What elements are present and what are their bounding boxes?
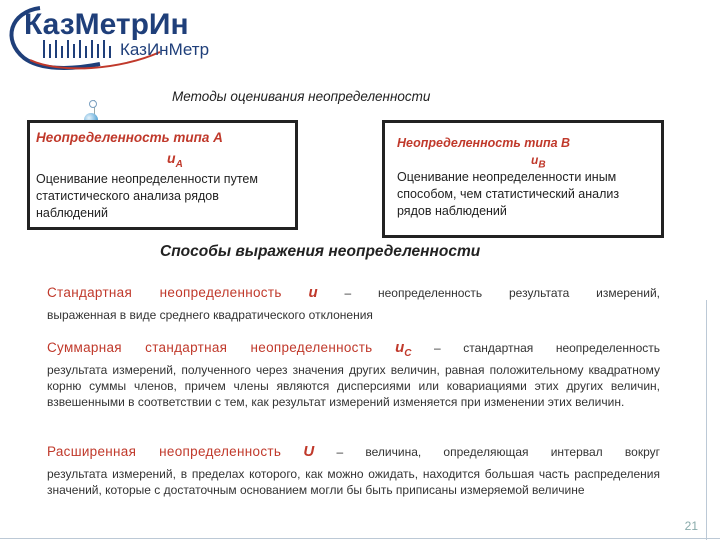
definition-symbol: u (308, 284, 318, 301)
definition-expanded: Расширенная неопределенность U – величина, определяющая интервал вокруг результата измерений, в пределах которого, как можно ожидать, находится большая часть распределения значений, которые с достаточным основанием могли бы быть приписаны измеряемой величине (47, 443, 660, 497)
box-type-b-heading: Неопределенность типа В (397, 136, 571, 150)
box-type-a-heading: Неопределенность типа А (36, 130, 223, 145)
logo (0, 0, 260, 80)
definition-body: выраженная в виде среднего квадратического отклонения (47, 308, 373, 322)
definition-symbol: U (303, 443, 315, 460)
page-number: 21 (684, 519, 698, 533)
box-type-b (382, 120, 664, 238)
frame-right-border (706, 300, 707, 540)
definition-term: Суммарная стандартная неопределенность (47, 340, 373, 355)
definition-standard: Стандартная неопределенность u – неопределенность результата измерений, выраженная в виде среднего квадратического отклонения (47, 284, 660, 322)
frame-bottom-border (0, 538, 720, 539)
definition-term: Стандартная неопределенность (47, 285, 282, 300)
logo-graphic (0, 0, 260, 80)
slide-title: Методы оценивания неопределенности (172, 89, 431, 104)
box-type-b-symbol: $u_B$ (531, 153, 546, 171)
definition-body: результата измерений, полученного через значения других величин, равная положительному квадратному корню суммы членов, причем члены являются дисперсиями или ковариациями этих других величин, взвешенными в соответствии с тем, как результат измерений изменяется при изменении этих величин. (47, 363, 660, 409)
definition-body: результата измерений, в пределах которого, как можно ожидать, находится большая часть распределения значений, которые с достаточным основанием могли бы быть приписаны измеряемой величине (47, 467, 660, 497)
box-type-a-text: Оценивание неопределенности путем статистического анализа рядов наблюдений (36, 172, 258, 220)
box-type-b-text: Оценивание неопределенности иным способом, чем статистический анализ рядов наблюдений (397, 170, 620, 218)
definition-symbol: $u_C$ (395, 339, 412, 359)
logo-secondary: КазИнМетр (120, 40, 210, 59)
decorative-ring (89, 100, 97, 108)
box-type-a-symbol: $u_A$ (167, 150, 183, 170)
logo-primary: КазМетрИн (24, 8, 189, 41)
box-type-a (27, 120, 298, 230)
section-subtitle: Способы выражения неопределенности (160, 243, 481, 260)
definition-term: Расширенная неопределенность (47, 444, 282, 459)
definition-combined: Суммарная стандартная неопределенность $u_C$ – стандартная неопределенность результата измерений, полученного через значения других величин, равная положительному квадратному корню суммы членов, причем члены являются дисперсиями или ковариациями этих других величин, взвешенными в соответствии с тем, как результат измерений изменяется при изменении этих величин. (47, 339, 661, 409)
